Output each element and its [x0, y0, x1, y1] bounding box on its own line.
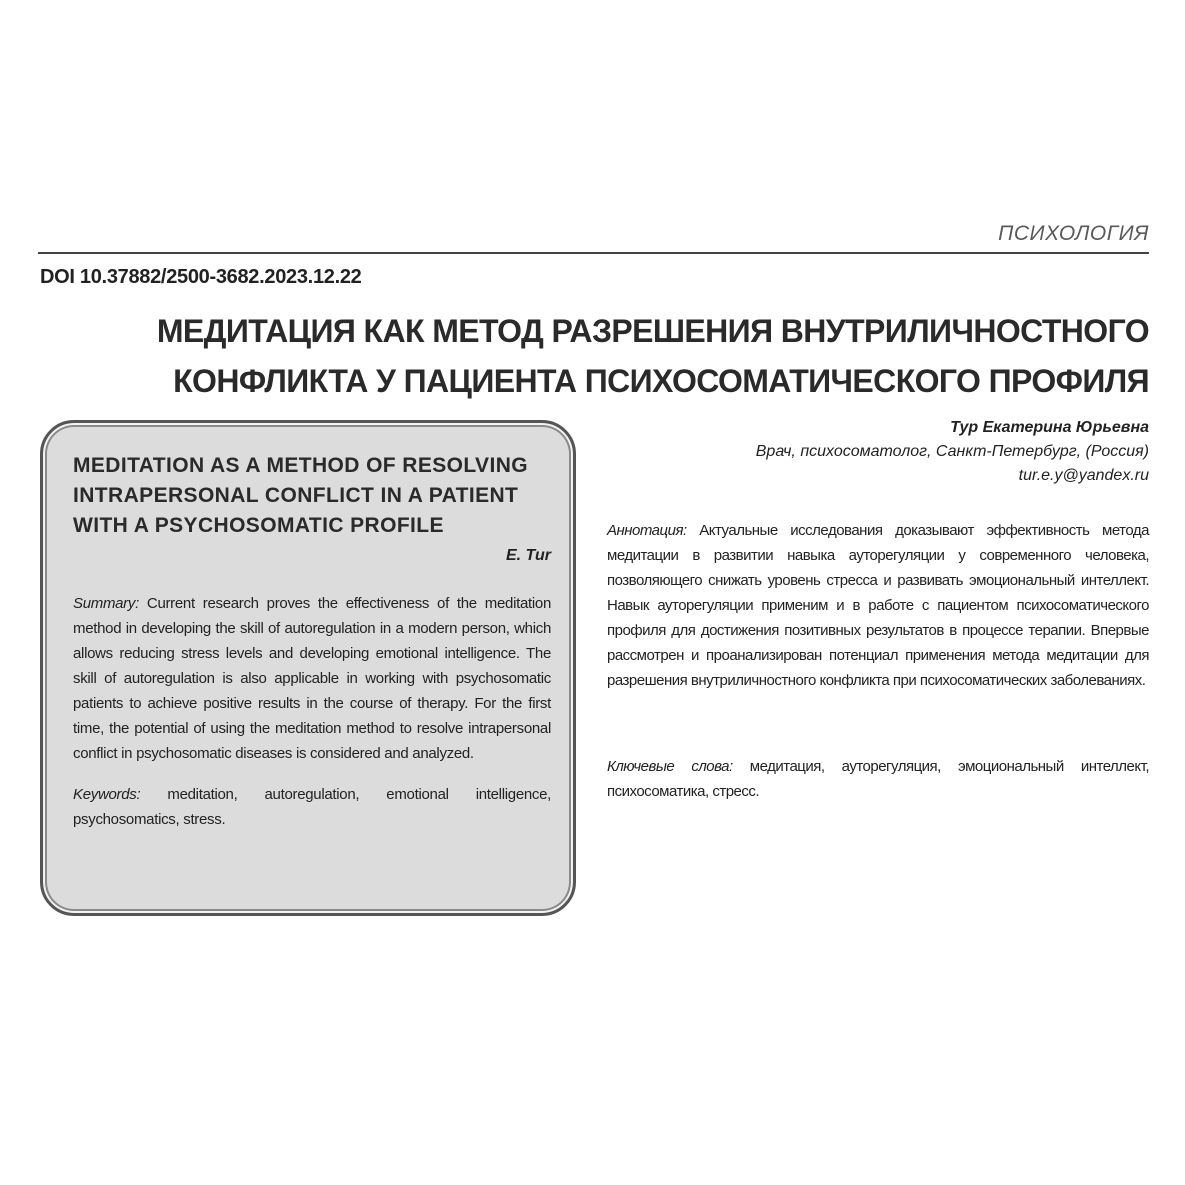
doi: DOI 10.37882/2500-3682.2023.12.22	[40, 266, 362, 288]
english-keywords	[73, 782, 551, 832]
article-title-line-2: КОНФЛИКТА У ПАЦИЕНТА ПСИХОСОМАТИЧЕСКОГО ПРОФИЛЯ	[173, 363, 1149, 399]
section-label: ПСИХОЛОГИЯ	[998, 222, 1149, 245]
article-title-line-1: МЕДИТАЦИЯ КАК МЕТОД РАЗРЕШЕНИЯ ВНУТРИЛИЧНОСТНОГО	[156, 313, 1149, 349]
keywords-label: Keywords:	[73, 786, 141, 803]
abstract-text: Актуальные исследования доказывают эффективность метода медитации в развитии навыка ауторегуляции у современного человека, позволяющего снижать уровень стресса и развивать эмоциональный интеллект. Навык ауторегуляции применим и в работе с пациентом психосоматического профиля для достижения позитивных результатов в процессе терапии. Впервые рассмотрен и проанализирован потенциал применения метода медитации для разрешения внутриличностного конфликта при психосоматических заболеваниях.	[607, 522, 1149, 689]
russian-keywords	[607, 754, 1149, 804]
abstract-label: Аннотация:	[607, 522, 687, 539]
ru-keywords-text: медитация, ауторегуляция, эмоциональный интеллект, психосоматика, стресс.	[607, 758, 1149, 800]
english-author: E. Tur	[505, 547, 551, 564]
summary-label: Summary:	[73, 595, 139, 612]
header-rule	[38, 252, 1149, 254]
article-title	[49, 306, 1149, 406]
author-block	[609, 416, 1149, 488]
english-title: MEDITATION AS A METHOD OF RESOLVING INTRAPERSONAL CONFLICT IN A PATIENT WITH A PSYCHOSOMATIC PROFILE	[73, 454, 528, 537]
author-email: tur.e.y@yandex.ru	[1018, 467, 1149, 484]
english-summary	[73, 591, 551, 766]
english-abstract-box	[40, 420, 576, 916]
author-name: Тур Екатерина Юрьевна	[950, 419, 1149, 436]
ru-keywords-label: Ключевые слова:	[607, 758, 733, 775]
author-affiliation: Врач, психосоматолог, Санкт-Петербург, (Россия)	[755, 443, 1149, 460]
russian-abstract	[607, 518, 1149, 693]
summary-text: Current research proves the effectiveness of the meditation method in developing the skill of autoregulation in a modern person, which allows reducing stress levels and developing emotional intelligence. The skill of autoregulation is also applicable in working with psychosomatic patients to achieve positive results in the course of therapy. For the first time, the potential of using the meditation method to resolve intrapersonal conflict in psychosomatic diseases is considered and analyzed.	[73, 595, 551, 762]
keywords-text: meditation, autoregulation, emotional intelligence, psychosomatics, stress.	[73, 786, 552, 828]
